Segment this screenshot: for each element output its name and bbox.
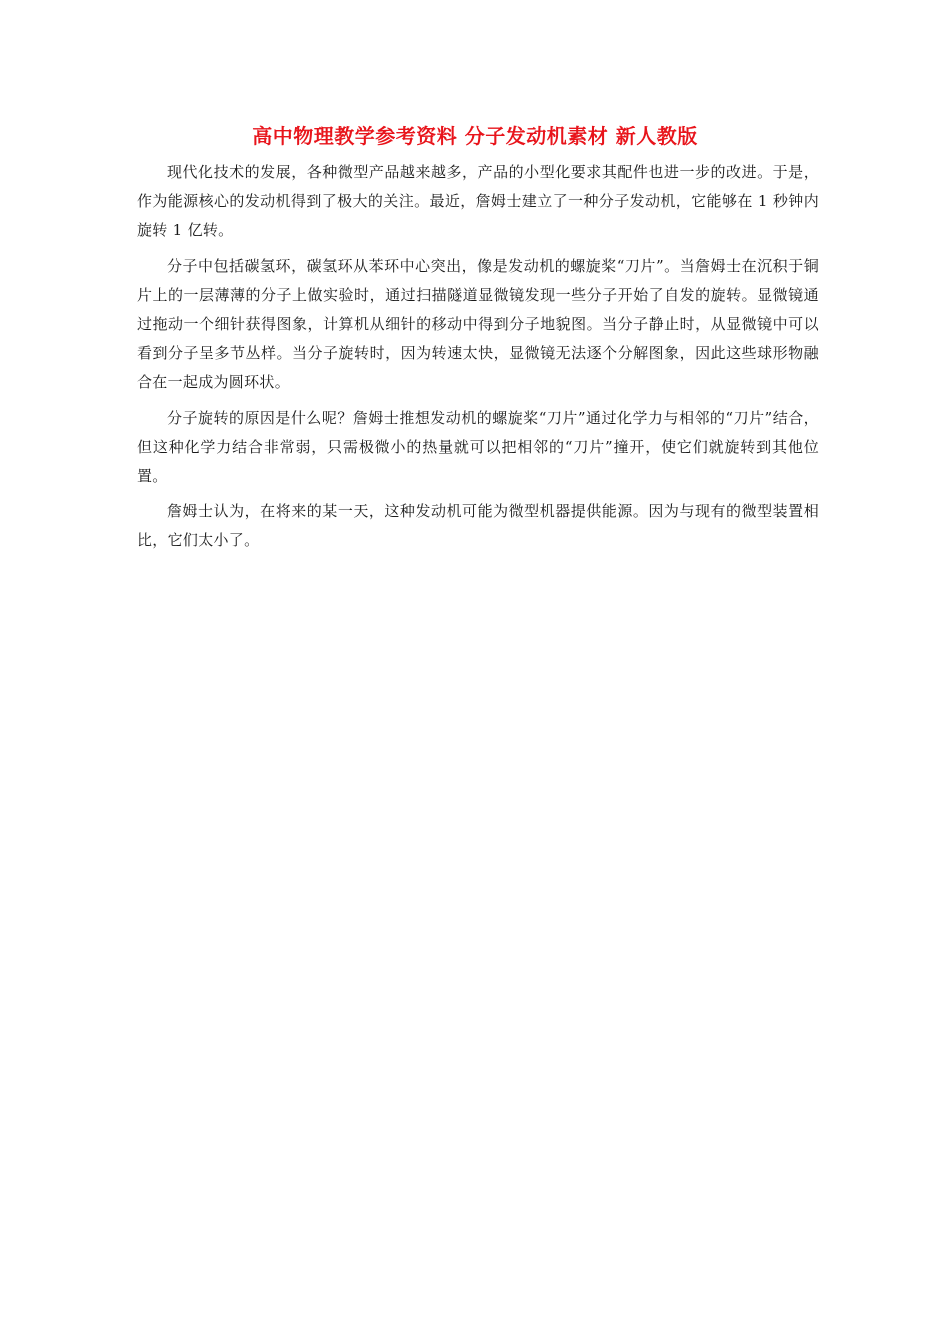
paragraph-2: 分子中包括碳氢环，碳氢环从苯环中心突出，像是发动机的螺旋桨“刀片”。当詹姆士在沉积于铜片上的一层薄薄的分子上做实验时，通过扫描隧道显微镜发现一些分子开始了自发的旋转。显微镜通过拖动一个细针获得图象，计算机从细针的移动中得到分子地貌图。当分子静止时，从显微镜中可以看到分子呈多节丛样。当分子旋转时，因为转速太快，显微镜无法逐个分解图象，因此这些球形物融合在一起成为圆环状。 <box>137 256 819 392</box>
paragraph-4: 詹姆士认为，在将来的某一天，这种发动机可能为微型机器提供能源。因为与现有的微型装置相比，它们太小了。 <box>137 502 819 550</box>
document-body <box>137 158 819 562</box>
paragraph-3: 分子旋转的原因是什么呢？詹姆士推想发动机的螺旋桨“刀片”通过化学力与相邻的“刀片”结合，但这种化学力结合非常弱，只需极微小的热量就可以把相邻的“刀片”撞开，使它们就旋转到其他位置。 <box>137 408 819 486</box>
paragraph-1: 现代化技术的发展，各种微型产品越来越多，产品的小型化要求其配件也进一步的改进。于是，作为能源核心的发动机得到了极大的关注。最近，詹姆士建立了一种分子发动机，它能够在 1 秒钟内旋转 1 亿转。 <box>137 163 819 240</box>
document-title: 高中物理教学参考资料 分子发动机素材 新人教版 <box>252 124 698 148</box>
